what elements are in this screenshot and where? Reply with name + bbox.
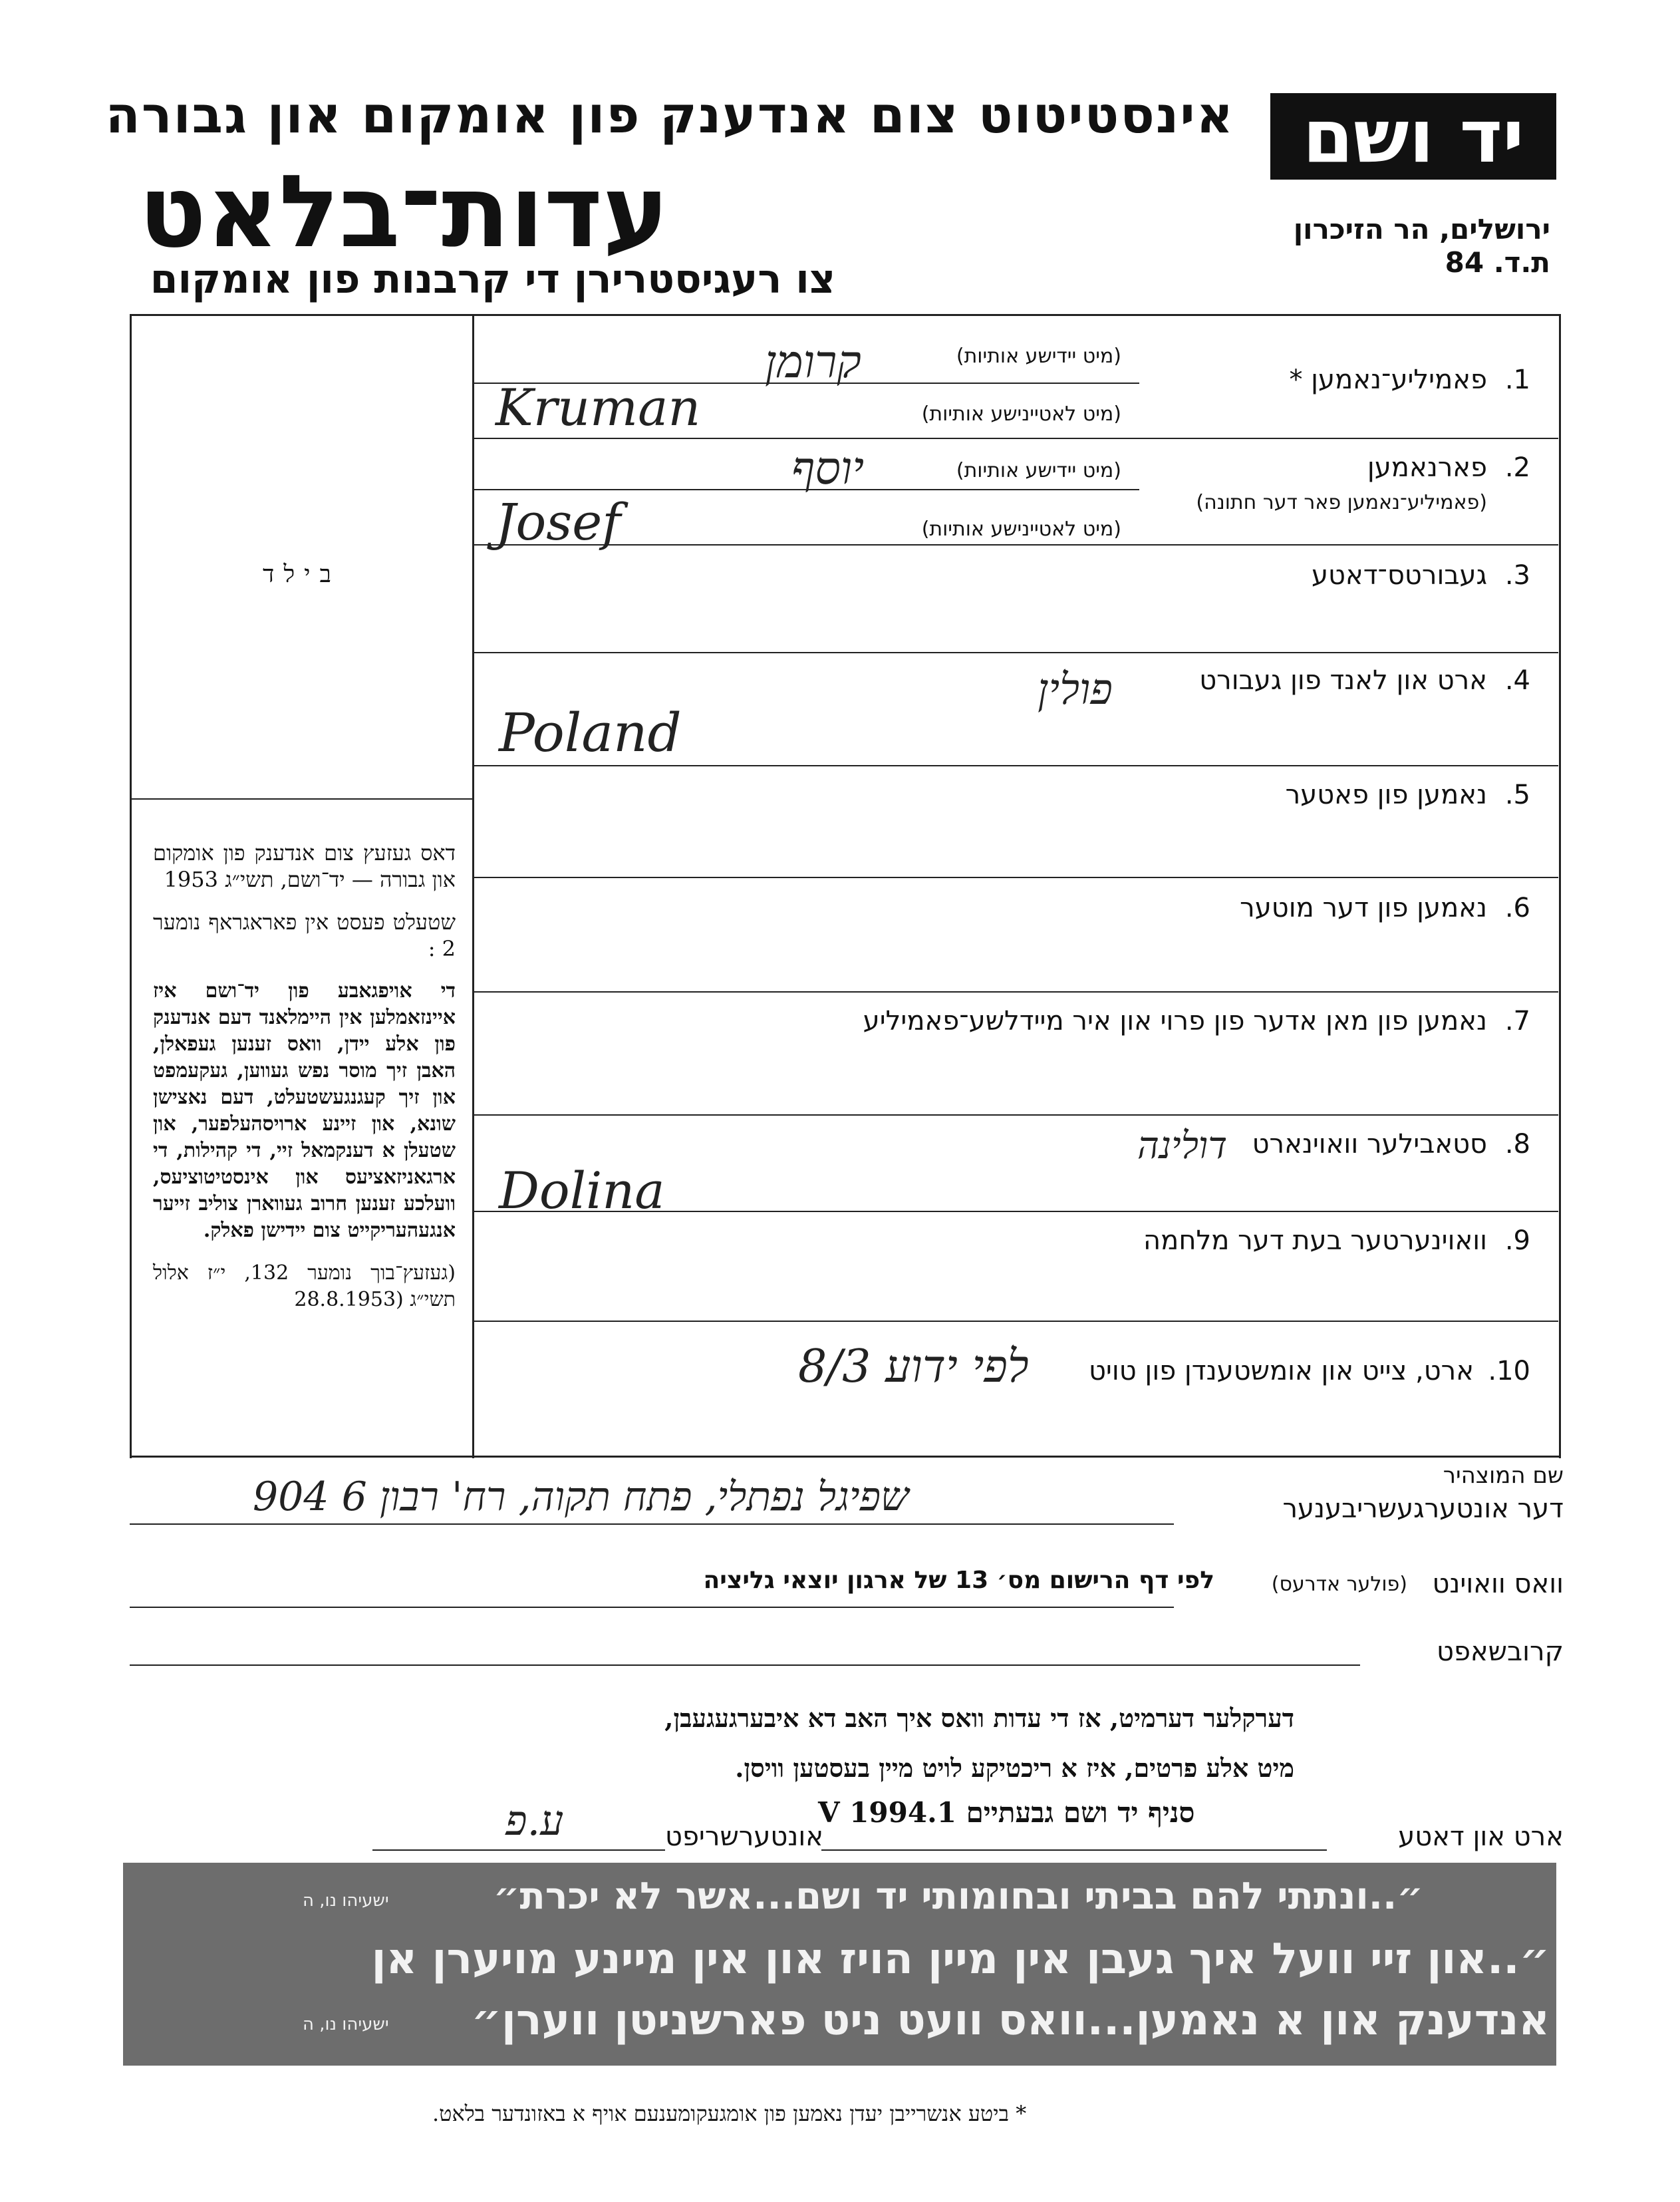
signature-label: אונטערשריפט xyxy=(665,1821,823,1852)
banner-line-3-source: ישעיהו נו, ה xyxy=(303,2014,389,2034)
address-note: (פולער אדרעס) xyxy=(1271,1573,1407,1596)
field-10-label: ארט, צייט און אומשטענדן פון טויט xyxy=(1088,1356,1474,1386)
field-1-sub-latin: (מיט לאטיינישע אותיות) xyxy=(921,402,1121,426)
field-10-value[interactable]: לפי ידוע 8/3 xyxy=(798,1340,1029,1393)
yad-vashem-logo: יד ושם xyxy=(1270,93,1556,180)
signer-line xyxy=(130,1523,1174,1525)
field-6-number: 6. xyxy=(1504,893,1530,923)
signer-value[interactable]: שפיגל נפתלי, פתח תקוה, רח' רבון 6 904 xyxy=(253,1474,909,1520)
signer-label: דער אונטערגעשריבענער xyxy=(1282,1494,1564,1524)
address-label: וואס וואוינט xyxy=(1432,1569,1564,1599)
law-paragraph-4: (געזעץ־בוך נומער 132, י״ז אלול תשי״ג (28.8.1953 xyxy=(153,1261,456,1311)
field-2-value-yiddish[interactable]: יוסף xyxy=(791,442,865,495)
field-separator xyxy=(474,1321,1558,1322)
field-9-label: וואוינערטער בעת דער מלחמה xyxy=(1143,1225,1487,1256)
field-4-number: 4. xyxy=(1504,665,1530,696)
date-label: ארט און דאטע xyxy=(1398,1821,1564,1852)
field-separator xyxy=(474,438,1558,439)
field-separator xyxy=(474,1114,1558,1116)
frame-top xyxy=(130,314,1561,316)
address-line-1: ירושלים, הר הזיכרון xyxy=(1293,213,1550,245)
signature-value[interactable]: ע.פ xyxy=(505,1796,564,1845)
page-title: עדות־בלאט xyxy=(138,154,669,270)
signer-stamp-label: שם המוצהיר xyxy=(1443,1462,1564,1489)
banner-line-2: ״..און זיי וועל איך געבן אין מיין הויז און אין מיינע מויערן אן xyxy=(371,1935,1550,1984)
quote-banner xyxy=(123,1863,1556,2066)
field-2-sub-yiddish: (מיט יידישע אותיות) xyxy=(956,459,1121,482)
declaration-line-2: מיט אלע פרטים, איז א ריכטיקע לויט מיין בעסטען וויסן. xyxy=(735,1753,1294,1783)
frame-right xyxy=(1559,314,1561,1458)
field-3-number: 3. xyxy=(1504,560,1530,591)
field-1-sub-yiddish: (מיט יידישע אותיות) xyxy=(956,345,1121,368)
field-separator xyxy=(474,652,1558,653)
field-4-value-yiddish[interactable]: פולין xyxy=(1038,665,1113,714)
field-1-label: פאמיליע־נאמען * xyxy=(1289,365,1487,395)
law-text-box xyxy=(153,840,456,1329)
field-2-number: 2. xyxy=(1504,452,1530,483)
field-5-label: נאמען פון פאטער xyxy=(1285,780,1487,810)
banner-line-3: אנדענק און א נאמען...וואס וועט ניט פארשניטן ווערן״ xyxy=(471,1996,1550,2045)
field-2-note: (פאמיליע־נאמען פאר דער חתונה) xyxy=(1196,491,1487,514)
field-8-number: 8. xyxy=(1504,1129,1530,1160)
signature-line xyxy=(372,1849,665,1851)
field-1-value-latin[interactable]: Kruman xyxy=(495,378,701,437)
field-separator xyxy=(474,877,1558,878)
declaration-line-1: דערקלער דערמיט, אז די עדות וואס איך האב דא איבערגעגעבן, xyxy=(664,1703,1294,1733)
address-line-2: ת.ד. 84 xyxy=(1445,246,1550,279)
field-8-label: סטאבילער וואוינארט xyxy=(1252,1129,1487,1160)
field-2-value-latin[interactable]: Josef xyxy=(495,492,621,551)
field-4-value-latin[interactable]: Poland xyxy=(499,702,682,764)
frame-bottom xyxy=(130,1456,1561,1458)
field-separator xyxy=(474,991,1558,993)
field-8-value-latin[interactable]: Dolina xyxy=(499,1161,665,1220)
banner-line-1: ״..ונתתי להם בביתי ובחומותי יד ושם...אשר לא יכרת״ xyxy=(493,1875,1423,1918)
address-stamp: לפי דף הרישום מס׳ 13 של ארגון יוצאי גליציה xyxy=(703,1567,1214,1594)
field-1-number: 1. xyxy=(1504,365,1530,395)
field-7-number: 7. xyxy=(1504,1006,1530,1036)
page-subtitle: צו רעגיסטרירן די קרבנות פון אומקום xyxy=(150,256,835,303)
relation-line xyxy=(130,1664,1360,1666)
field-3-label: געבורטס־דאטע xyxy=(1311,560,1487,591)
law-paragraph-3: די אויפגאבע פון יד־ושם איז איינזאמלען אין היימלאנד דעם אנדענק פון אלע יידן, וואס זענען געפאלן, האבן זיך מוסר נפש געווען, געקעמפט און זיך קעגנגעשטעלט, דעם נאצישן שונא, און זיינע ארויסהעלפער, און שטעלן א דענקמאל זיי, די קהילות, די ארגאניזאציעס און אינסטיטוציעס, וועלכע זענען חרוב געווארן צוליב זייער אנגעהעריקייט צום יידישן פאלק. xyxy=(153,979,456,1242)
field-1-value-yiddish[interactable]: קרומן xyxy=(765,336,861,389)
field-2-label: פארנאמען xyxy=(1367,452,1487,483)
field-2-sub-latin: (מיט לאטיינישע אותיות) xyxy=(921,518,1121,541)
column-divider xyxy=(472,314,474,1458)
institute-title: אינסטיטוט צום אנדענק פון אומקום און גבורה xyxy=(105,85,1234,144)
field-6-label: נאמען פון דער מוטער xyxy=(1240,893,1487,923)
footnote: * ביטע אנשרייבן יעדן נאמען פון אומגעקומענעם אויף א באזונדער בלאט. xyxy=(432,2101,1027,2126)
banner-line-1-source: ישעיהו נו, ה xyxy=(303,1891,389,1911)
date-line xyxy=(821,1849,1327,1851)
field-separator xyxy=(474,544,1558,546)
field-10-number: 10. xyxy=(1488,1356,1530,1386)
date-value[interactable]: סניף יד ושם גבעתיים 1.V 1994 xyxy=(818,1796,1195,1829)
field-9-number: 9. xyxy=(1504,1225,1530,1256)
photo-placeholder-label: בילד xyxy=(263,561,341,588)
field-5-number: 5. xyxy=(1504,780,1530,810)
field-4-label: ארט און לאנד פון געבורט xyxy=(1199,665,1487,696)
field-8-value-yiddish[interactable]: דולינה xyxy=(1137,1124,1228,1168)
relation-label: קרובשאפט xyxy=(1437,1637,1564,1667)
field-7-label: נאמען פון מאן אדער פון פרוי און איר מיידלשע־פאמיליע xyxy=(863,1006,1487,1036)
law-paragraph-2: שטעלט פעסט אין פאראגראף נומער 2 : xyxy=(153,909,456,961)
law-paragraph-1: דאס געזעץ צום אנדענק פון אומקום און גבורה — יד־ושם, תשי״ג 1953 xyxy=(153,840,456,892)
field-separator xyxy=(474,765,1558,766)
frame-left xyxy=(130,314,132,1458)
address-line xyxy=(130,1607,1174,1608)
photo-divider xyxy=(130,798,474,800)
